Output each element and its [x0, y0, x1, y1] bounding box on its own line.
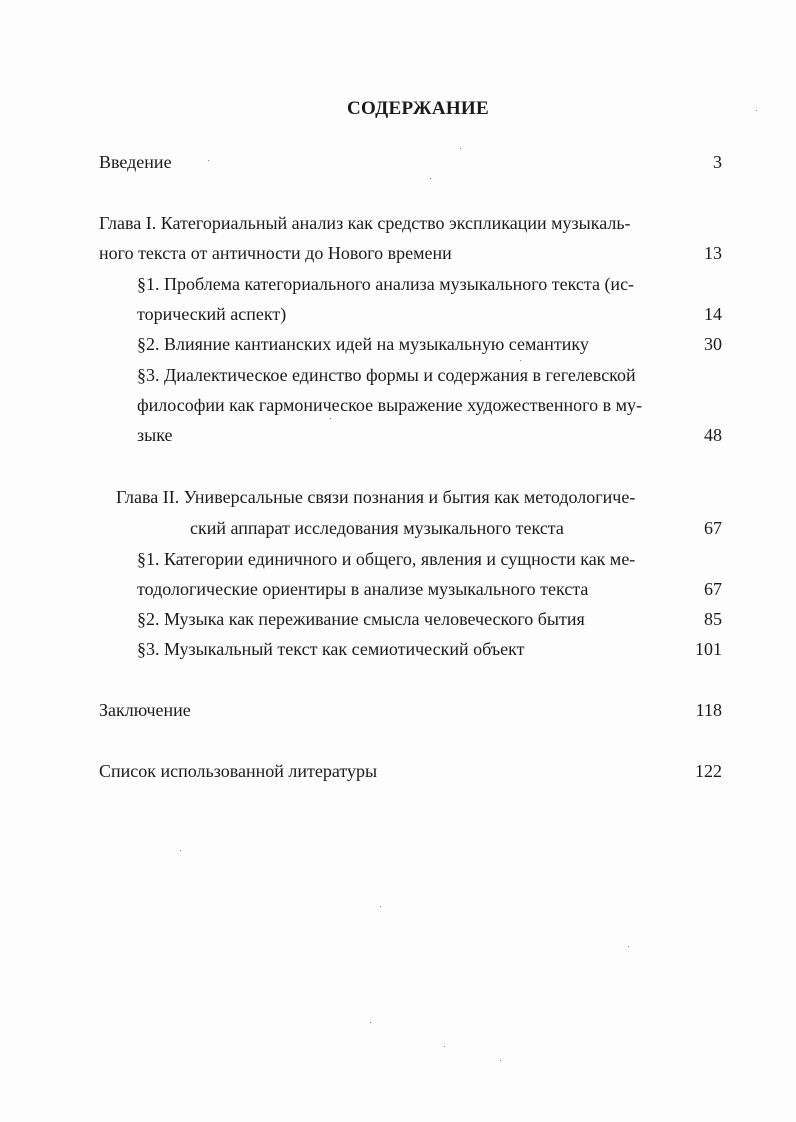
toc-page-ch2-sec2: 85 [704, 609, 722, 629]
scan-speck [628, 946, 629, 947]
toc-page-bibliography: 122 [695, 761, 722, 781]
toc-entry-ch2-sec1-line-1: §1. Категории единичного и общего, явления и сущности как ме- [137, 549, 636, 569]
toc-entry-conclusion: Заключение [99, 700, 191, 720]
toc-entry-bibliography: Список использованной литературы [99, 761, 378, 781]
scan-speck [370, 1022, 371, 1023]
toc-page-ch2-sec1: 67 [704, 579, 722, 599]
toc-entry-chapter-1-line-2: ного текста от античности до Нового времени [99, 243, 452, 263]
scan-speck [444, 1046, 445, 1047]
toc-entry-ch1-sec2: §2. Влияние кантианских идей на музыкальную семантику [137, 334, 589, 354]
toc-page-chapter-1: 13 [704, 243, 722, 263]
toc-entry-ch2-sec2: §2. Музыка как переживание смысла человеческого бытия [137, 609, 585, 629]
toc-entry-chapter-2-line-2: ский аппарат исследования музыкального текста [190, 518, 564, 538]
scan-speck [520, 360, 521, 361]
toc-entry-ch1-sec3-line-3: зыке [137, 425, 173, 445]
page-title: СОДЕРЖАНИЕ [347, 98, 489, 119]
scan-speck [430, 178, 431, 179]
scan-speck [180, 850, 181, 851]
scan-speck [380, 906, 381, 907]
toc-page-ch2-sec3: 101 [695, 639, 722, 659]
toc-page-ch1-sec2: 30 [704, 334, 722, 354]
scan-speck [208, 160, 209, 161]
toc-page-ch1-sec3: 48 [704, 425, 722, 445]
scan-speck [756, 110, 757, 111]
toc-page-intro: 3 [713, 152, 722, 172]
scan-speck [330, 418, 331, 419]
toc-page-chapter-2: 67 [704, 518, 722, 538]
scan-speck [460, 148, 461, 149]
toc-entry-ch1-sec3-line-2: философии как гармоническое выражение художественного в му- [137, 395, 643, 415]
toc-entry-chapter-1-line-1: Глава I. Категориальный анализ как средство экспликации музыкаль- [99, 213, 631, 233]
toc-entry-ch1-sec1-line-2: торический аспект) [137, 304, 287, 324]
toc-entry-intro: Введение [99, 152, 172, 172]
toc-entry-ch1-sec3-line-1: §3. Диалектическое единство формы и содержания в гегелевской [137, 365, 636, 385]
toc-entry-ch2-sec1-line-2: тодологические ориентиры в анализе музыкального текста [137, 579, 589, 599]
scan-speck [500, 1060, 501, 1061]
toc-page-conclusion: 118 [695, 700, 722, 720]
toc-entry-ch1-sec1-line-1: §1. Проблема категориального анализа музыкального текста (ис- [137, 274, 635, 294]
toc-entry-ch2-sec3: §3. Музыкальный текст как семиотический объект [137, 639, 525, 659]
toc-entry-chapter-2-line-1: Глава II. Универсальные связи познания и бытия как методологиче- [116, 487, 636, 507]
toc-page-ch1-sec1: 14 [704, 304, 722, 324]
